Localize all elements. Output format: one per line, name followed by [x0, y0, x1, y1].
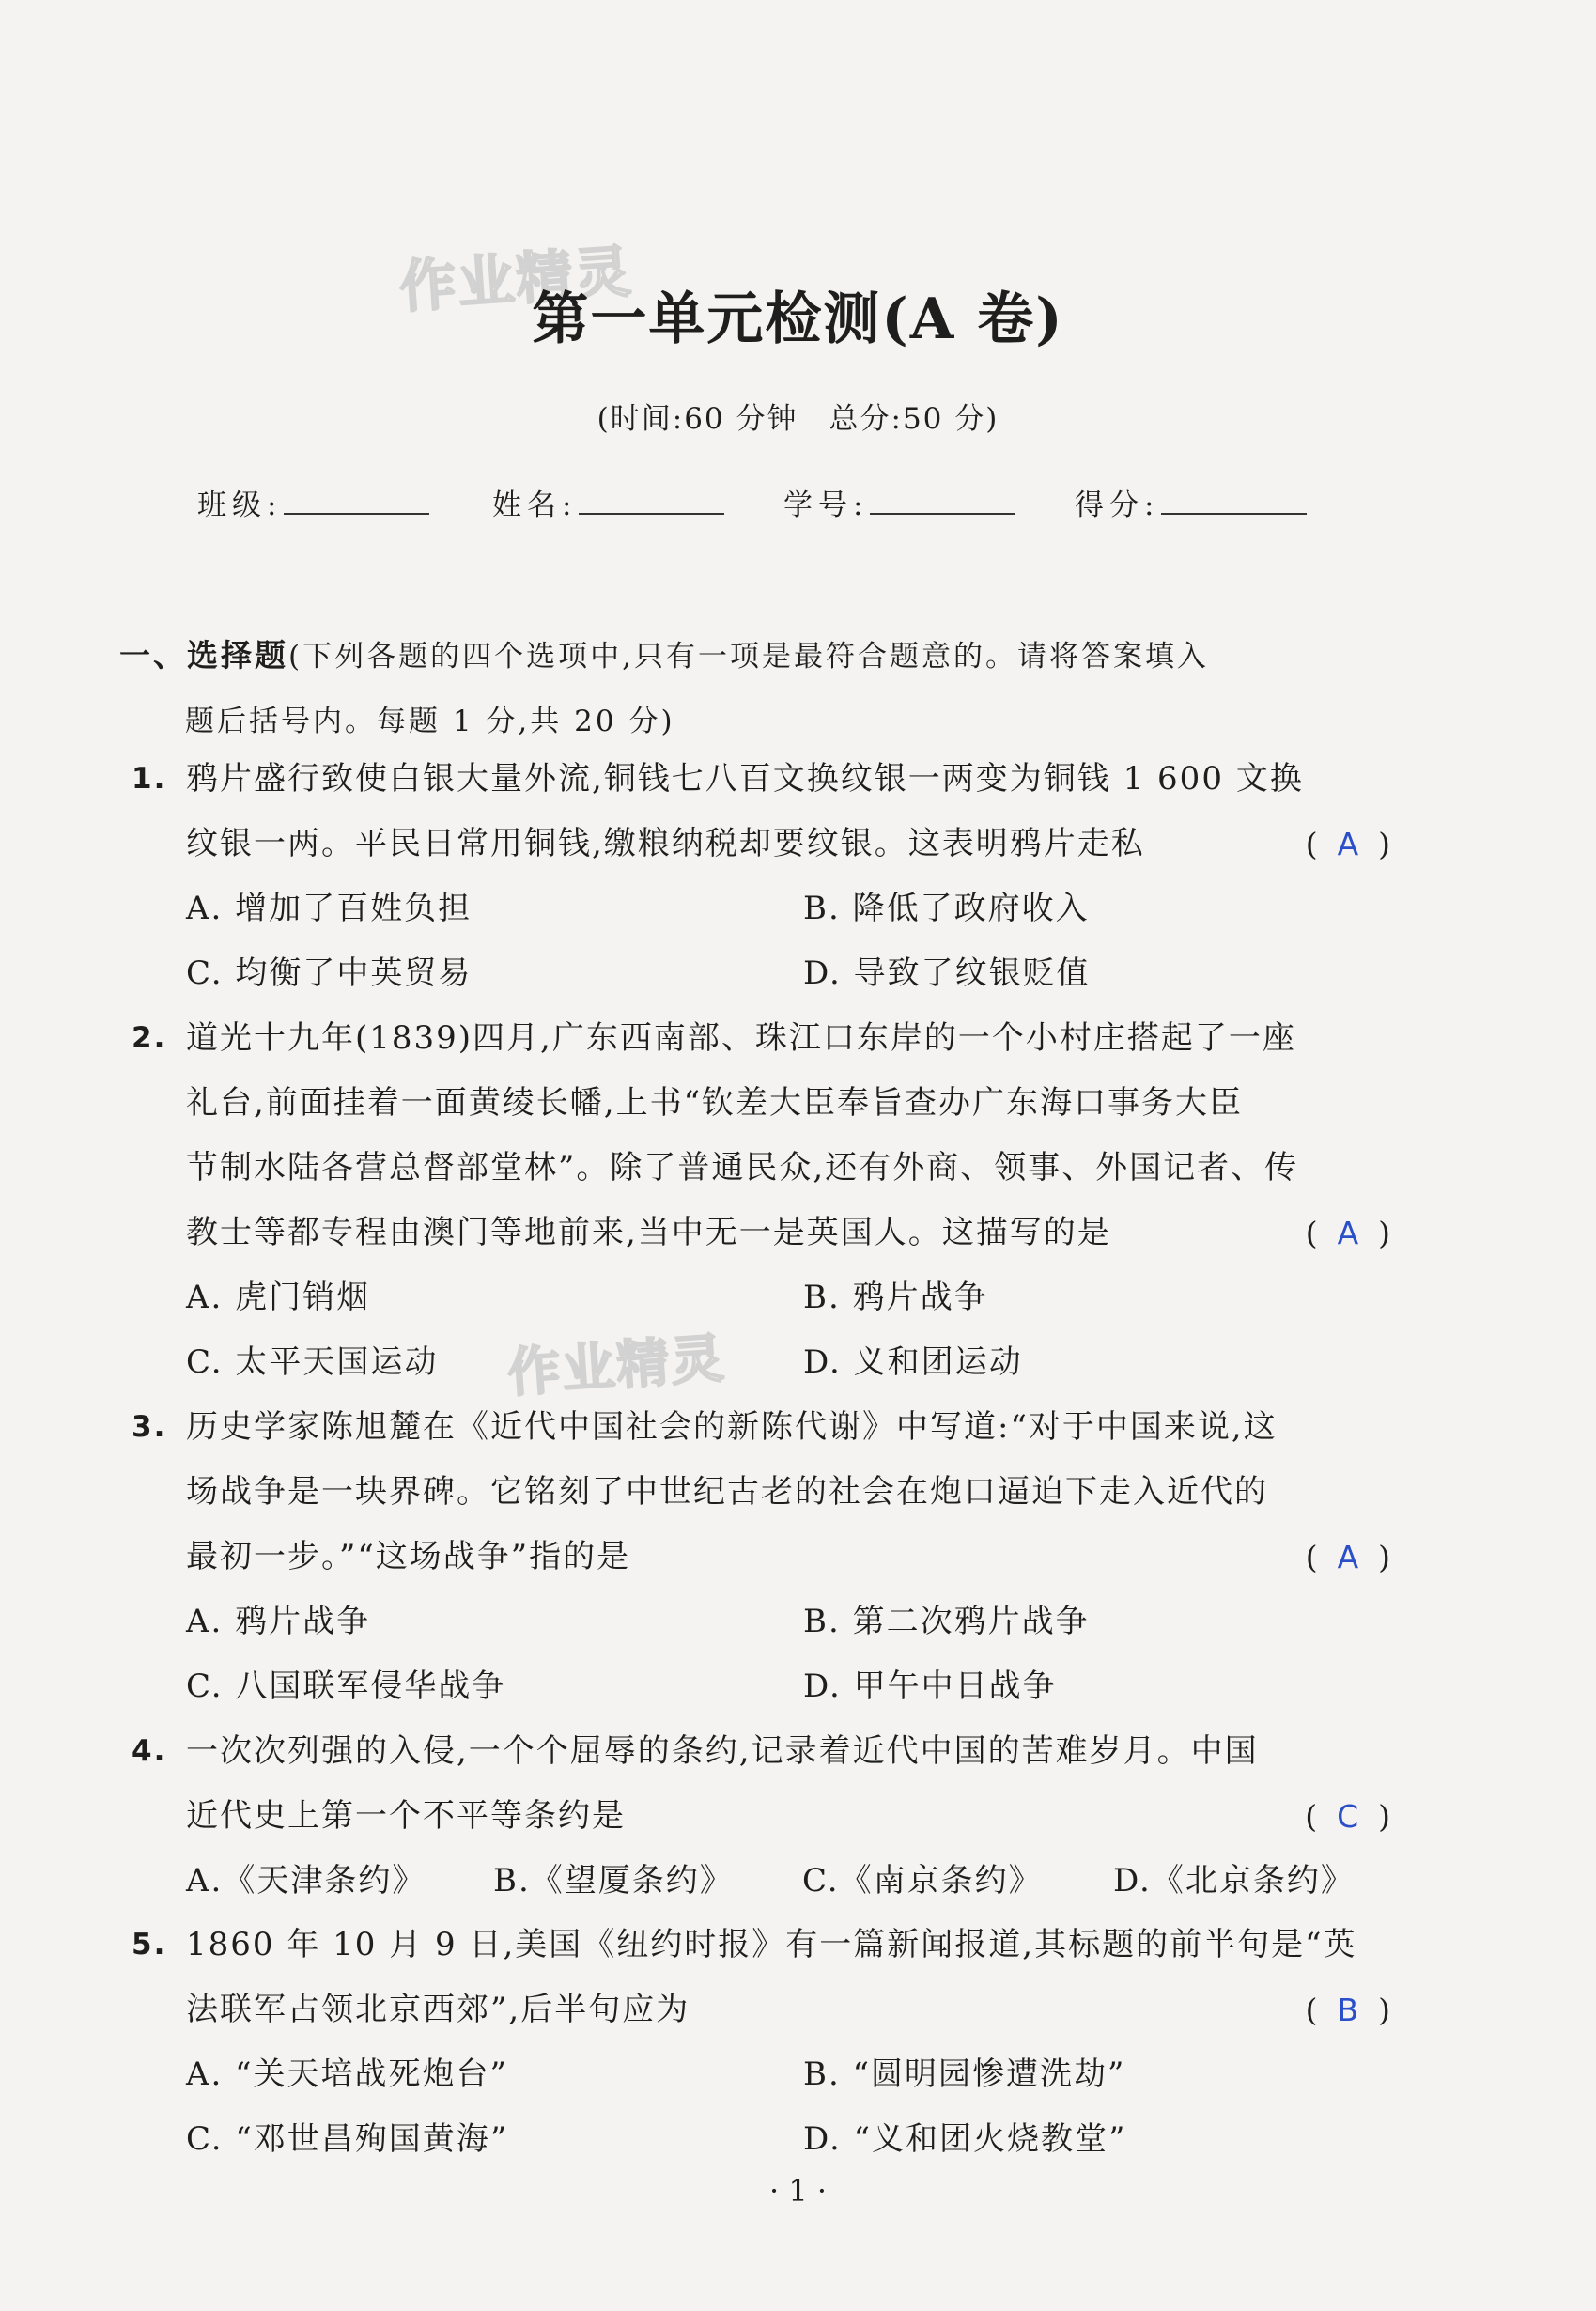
- answer-letter: A: [1337, 826, 1359, 862]
- answer-letter: A: [1337, 1215, 1359, 1251]
- question-4: [132, 1719, 1400, 1914]
- option-c[interactable]: C. “邓世昌殉国黄海”: [186, 2120, 509, 2158]
- question-stem: 一次次列强的入侵,一个个屈辱的条约,记录着近代中国的苦难岁月。中国: [186, 1732, 1259, 1770]
- name-field[interactable]: [492, 481, 724, 523]
- options-row: [132, 2042, 1400, 2107]
- class-label: 班级:: [197, 489, 283, 522]
- question-stem: 礼台,前面挂着一面黄绫长幡,上书“钦差大臣奉旨查办广东海口事务大臣: [186, 1084, 1243, 1122]
- question-stem: 近代史上第一个不平等条约是: [186, 1797, 626, 1835]
- watermark-logo: 作业精灵: [505, 1327, 728, 1405]
- options-row: [132, 1265, 1400, 1330]
- answer-bracket: ( C ): [1305, 1798, 1390, 1835]
- option-c[interactable]: C.《南京条约》: [802, 1862, 1043, 1900]
- question-stem: 纹银一两。平民日常用铜钱,缴粮纳税却要纹银。这表明鸦片走私: [186, 825, 1145, 862]
- option-c[interactable]: C. 太平天国运动: [186, 1343, 439, 1381]
- option-b[interactable]: B.《望厦条约》: [493, 1862, 734, 1900]
- question-number: 2.: [132, 1021, 167, 1055]
- watermark-logo: 作业精灵: [397, 239, 635, 321]
- options-row: [132, 1330, 1400, 1395]
- question-stem: 历史学家陈旭麓在《近代中国社会的新陈代谢》中写道:“对于中国来说,这: [186, 1408, 1278, 1446]
- option-b[interactable]: B. 降低了政府收入: [803, 890, 1090, 927]
- page-title: 第一单元检测(A 卷): [532, 287, 1064, 352]
- name-label: 姓名:: [492, 489, 578, 522]
- section-instructions: (下列各题的四个选项中,只有一项是最符合题意的。请将答案填入: [288, 640, 1209, 674]
- question-number: 1.: [132, 762, 167, 796]
- option-a[interactable]: A. 增加了百姓负担: [186, 890, 473, 927]
- question-3: [132, 1395, 1400, 1719]
- option-c[interactable]: C. 均衡了中英贸易: [186, 954, 473, 992]
- student-id-field[interactable]: [783, 481, 1015, 523]
- option-a[interactable]: A. 虎门销烟: [186, 1279, 371, 1316]
- question-number: 3.: [132, 1410, 167, 1444]
- question-stem: 道光十九年(1839)四月,广东西南部、珠江口东岸的一个小村庄搭起了一座: [186, 1019, 1296, 1057]
- page-number: · 1 ·: [768, 2173, 828, 2209]
- section-header: [119, 623, 1406, 754]
- question-1: [132, 747, 1400, 1006]
- question-2: [132, 1006, 1400, 1395]
- exam-info: (时间:60 分钟 总分:50 分): [597, 402, 999, 436]
- question-stem: 教士等都专程由澳门等地前来,当中无一是英国人。这描写的是: [186, 1214, 1111, 1251]
- name-blank[interactable]: [579, 487, 724, 515]
- question-number: 5.: [132, 1928, 167, 1962]
- options-row: [132, 1590, 1400, 1654]
- option-d[interactable]: D. 甲午中日战争: [803, 1667, 1057, 1705]
- option-d[interactable]: D. 导致了纹银贬值: [803, 954, 1091, 992]
- option-d[interactable]: D. 义和团运动: [803, 1343, 1023, 1381]
- answer-letter: A: [1337, 1539, 1359, 1575]
- option-b[interactable]: B. 第二次鸦片战争: [803, 1603, 1090, 1640]
- section-title: 一、选择题: [119, 637, 288, 674]
- answer-letter: B: [1337, 1992, 1359, 2028]
- question-number: 4.: [132, 1734, 167, 1768]
- score-field[interactable]: [1075, 481, 1307, 523]
- student-id-blank[interactable]: [870, 487, 1015, 515]
- question-stem: 节制水陆各营总督部堂林”。除了普通民众,还有外商、领事、外国记者、传: [186, 1149, 1299, 1187]
- option-b[interactable]: B. “圆明园惨遭洗劫”: [803, 2055, 1126, 2093]
- option-a[interactable]: A. 鸦片战争: [186, 1603, 371, 1640]
- answer-letter: C: [1337, 1798, 1359, 1835]
- answer-bracket: ( B ): [1305, 1992, 1390, 2028]
- options-row: [132, 1654, 1400, 1719]
- options-row: [132, 1849, 1400, 1914]
- option-a[interactable]: A. “关天培战死炮台”: [186, 2055, 508, 2093]
- options-row: [132, 876, 1400, 941]
- options-row: [132, 941, 1400, 1006]
- option-d[interactable]: D.《北京条约》: [1113, 1862, 1355, 1900]
- section-instructions-cont: 题后括号内。每题 1 分,共 20 分): [185, 705, 675, 738]
- options-row: [132, 2107, 1400, 2172]
- question-stem: 最初一步。”“这场战争”指的是: [186, 1538, 631, 1575]
- class-field[interactable]: [197, 481, 429, 523]
- answer-bracket: ( A ): [1305, 1215, 1390, 1251]
- score-label: 得分:: [1075, 489, 1160, 522]
- option-d[interactable]: D. “义和团火烧教堂”: [803, 2120, 1127, 2158]
- question-stem: 1860 年 10 月 9 日,美国《纽约时报》有一篇新闻报道,其标题的前半句是“英: [186, 1926, 1357, 1963]
- option-a[interactable]: A.《天津条约》: [186, 1862, 426, 1900]
- answer-bracket: ( A ): [1305, 1539, 1390, 1575]
- student-info-fields: [197, 481, 1325, 528]
- class-blank[interactable]: [284, 487, 429, 515]
- question-stem: 场战争是一块界碑。它铭刻了中世纪古老的社会在炮口逼迫下走入近代的: [186, 1473, 1268, 1511]
- question-5: [132, 1913, 1400, 2172]
- option-c[interactable]: C. 八国联军侵华战争: [186, 1667, 506, 1705]
- question-stem: 鸦片盛行致使白银大量外流,铜钱七八百文换纹银一两变为铜钱 1 600 文换: [186, 760, 1304, 798]
- student-id-label: 学号:: [783, 489, 869, 522]
- question-stem: 法联军占领北京西郊”,后半句应为: [186, 1991, 690, 2028]
- option-b[interactable]: B. 鸦片战争: [803, 1279, 988, 1316]
- score-blank[interactable]: [1161, 487, 1307, 515]
- answer-bracket: ( A ): [1305, 826, 1390, 862]
